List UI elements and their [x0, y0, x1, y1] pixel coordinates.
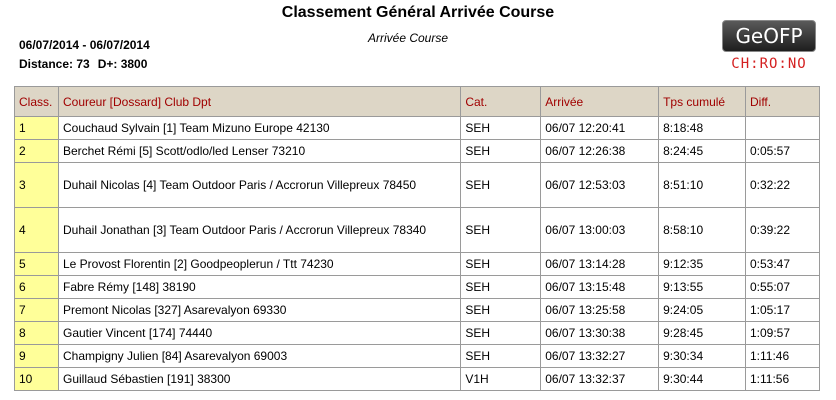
arrival-cell: 06/07 13:25:58	[541, 299, 659, 322]
category-cell: SEH	[461, 299, 541, 322]
geofp-chrono-logo	[722, 20, 816, 74]
table-row	[15, 345, 820, 368]
table-row	[15, 163, 820, 208]
time-cell: 9:13:55	[659, 276, 746, 299]
table-row	[15, 322, 820, 345]
runner-cell: Le Provost Florentin [2] Goodpeoplerun / Ttt 74230	[58, 253, 460, 276]
arrival-cell: 06/07 13:15:48	[541, 276, 659, 299]
arrival-cell: 06/07 13:30:38	[541, 322, 659, 345]
diff-cell: 1:09:57	[745, 322, 819, 345]
diff-cell: 1:05:17	[745, 299, 819, 322]
category-cell: SEH	[461, 276, 541, 299]
rank-cell: 2	[15, 140, 59, 163]
arrival-cell: 06/07 13:32:27	[541, 345, 659, 368]
category-cell: SEH	[461, 208, 541, 253]
runner-cell: Berchet Rémi [5] Scott/odlo/led Lenser 73210	[58, 140, 460, 163]
time-cell: 9:28:45	[659, 322, 746, 345]
runner-cell: Duhail Nicolas [4] Team Outdoor Paris / Accrorun Villepreux 78450	[58, 163, 460, 208]
results-table	[14, 86, 820, 391]
arrival-cell: 06/07 12:53:03	[541, 163, 659, 208]
table-row	[15, 368, 820, 391]
arrival-cell: 06/07 13:14:28	[541, 253, 659, 276]
arrival-cell: 06/07 13:00:03	[541, 208, 659, 253]
runner-cell: Couchaud Sylvain [1] Team Mizuno Europe 42130	[58, 117, 460, 140]
category-cell: SEH	[461, 117, 541, 140]
category-cell: V1H	[461, 368, 541, 391]
column-header-arrival: Arrivée	[541, 87, 659, 117]
rank-cell: 8	[15, 322, 59, 345]
arrival-cell: 06/07 12:20:41	[541, 117, 659, 140]
runner-cell: Fabre Rémy [148] 38190	[58, 276, 460, 299]
diff-cell	[745, 117, 819, 140]
rank-cell: 3	[15, 163, 59, 208]
category-cell: SEH	[461, 253, 541, 276]
rank-cell: 4	[15, 208, 59, 253]
rank-cell: 5	[15, 253, 59, 276]
category-cell: SEH	[461, 163, 541, 208]
logo-chrono-text: CH:RO:NO	[731, 56, 807, 72]
rank-cell: 9	[15, 345, 59, 368]
page-subtitle: Arrivée Course	[368, 31, 449, 45]
column-header-category: Cat.	[461, 87, 541, 117]
runner-cell: Guillaud Sébastien [191] 38300	[58, 368, 460, 391]
table-row	[15, 117, 820, 140]
race-info	[19, 57, 147, 71]
table-row	[15, 253, 820, 276]
time-cell: 9:30:44	[659, 368, 746, 391]
diff-cell: 0:05:57	[745, 140, 819, 163]
table-row	[15, 140, 820, 163]
time-cell: 9:30:34	[659, 345, 746, 368]
page-title: Classement Général Arrivée Course	[281, 4, 555, 21]
elevation-label: D+: 3800	[97, 57, 148, 71]
time-cell: 8:18:48	[659, 117, 746, 140]
diff-cell: 1:11:56	[745, 368, 819, 391]
category-cell: SEH	[461, 322, 541, 345]
time-cell: 8:24:45	[659, 140, 746, 163]
rank-cell: 7	[15, 299, 59, 322]
diff-cell: 0:32:22	[745, 163, 819, 208]
column-header-runner: Coureur [Dossard] Club Dpt	[58, 87, 460, 117]
category-cell: SEH	[461, 345, 541, 368]
distance-label: Distance: 73	[19, 57, 90, 71]
column-header-diff: Diff.	[745, 87, 819, 117]
rank-cell: 1	[15, 117, 59, 140]
runner-cell: Gautier Vincent [174] 74440	[58, 322, 460, 345]
category-cell: SEH	[461, 140, 541, 163]
runner-cell: Premont Nicolas [327] Asarevalyon 69330	[58, 299, 460, 322]
diff-cell: 0:53:47	[745, 253, 819, 276]
diff-cell: 0:55:07	[745, 276, 819, 299]
time-cell: 9:12:35	[659, 253, 746, 276]
column-header-cumulative-time: Tps cumulé	[659, 87, 746, 117]
runner-cell: Champigny Julien [84] Asarevalyon 69003	[58, 345, 460, 368]
table-row	[15, 276, 820, 299]
rank-cell: 10	[15, 368, 59, 391]
date-range: 06/07/2014 - 06/07/2014	[19, 38, 150, 52]
arrival-cell: 06/07 12:26:38	[541, 140, 659, 163]
time-cell: 8:58:10	[659, 208, 746, 253]
table-row	[15, 299, 820, 322]
arrival-cell: 06/07 13:32:37	[541, 368, 659, 391]
diff-cell: 1:11:46	[745, 345, 819, 368]
table-row	[15, 208, 820, 253]
logo-badge: GeOFP	[722, 20, 816, 52]
time-cell: 8:51:10	[659, 163, 746, 208]
runner-cell: Duhail Jonathan [3] Team Outdoor Paris / Accrorun Villepreux 78340	[58, 208, 460, 253]
column-header-rank: Class.	[15, 87, 59, 117]
rank-cell: 6	[15, 276, 59, 299]
time-cell: 9:24:05	[659, 299, 746, 322]
table-header-row	[15, 87, 820, 117]
diff-cell: 0:39:22	[745, 208, 819, 253]
